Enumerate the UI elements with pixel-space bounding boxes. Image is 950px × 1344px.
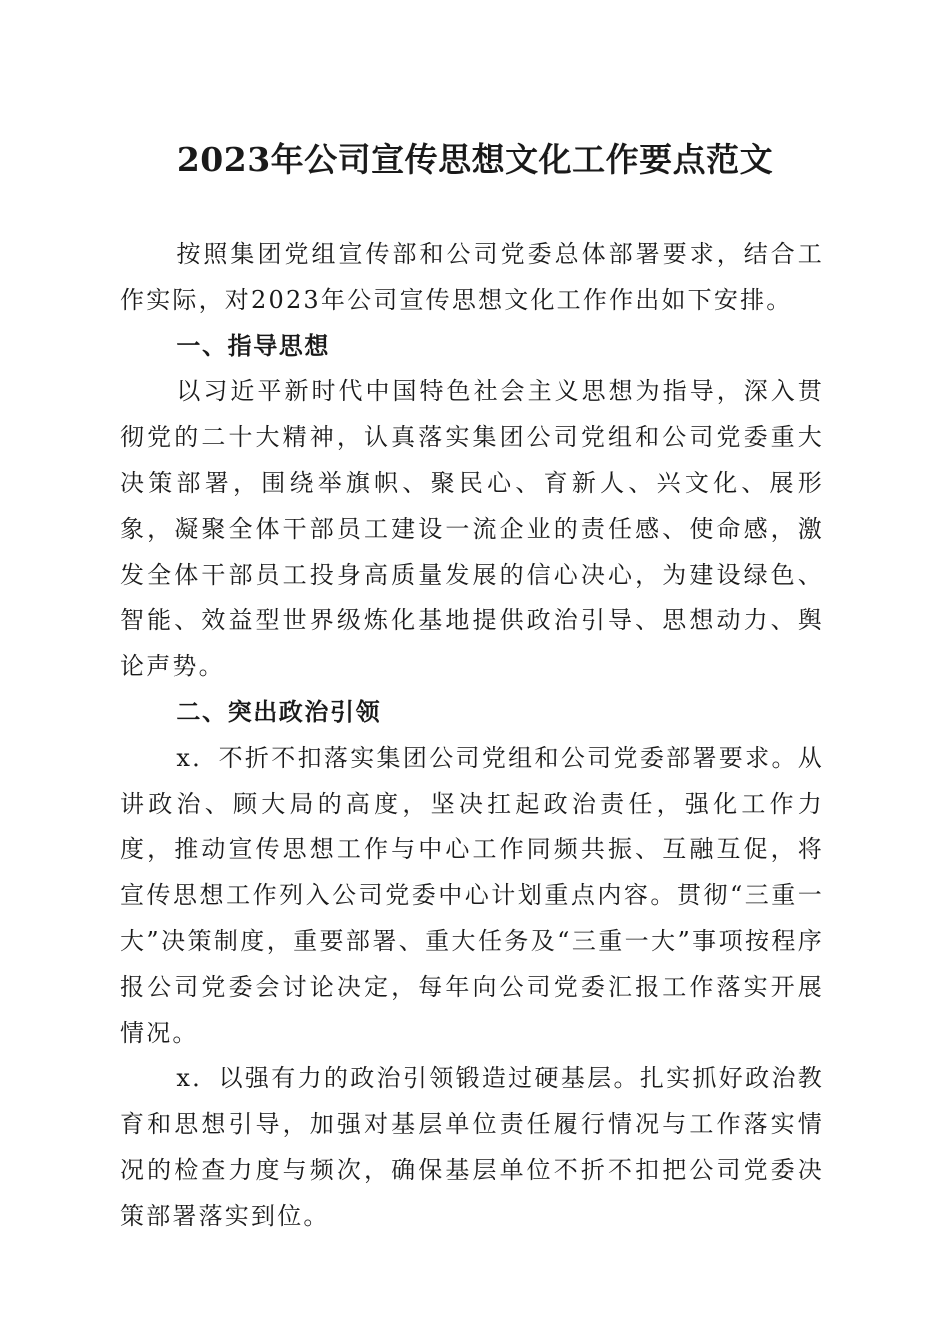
document-title: 2023年公司宣传思想文化工作要点范文: [176, 140, 774, 179]
section-heading-political-leadership: 二、突出政治引领: [176, 697, 382, 726]
political-leadership-item-2: x．以强有力的政治引领锻造过硬基层。扎实抓好政治教育和思想引导，加强对基层单位责任履行情况与工作落实情况的检查力度与频次，确保基层单位不折不扣把公司党委决策部署落实到位。: [120, 1064, 824, 1230]
section-heading-guiding-ideology: 一、指导思想: [176, 331, 330, 360]
guiding-ideology-paragraph: 以习近平新时代中国特色社会主义思想为指导，深入贯彻党的二十大精神，认真落实集团公司党组和公司党委重大决策部署，围绕举旗帜、聚民心、育新人、兴文化、展形象，凝聚全体干部员工建设一流企业的责任感、使命感，激发全体干部员工投身高质量发展的信心决心，为建设绿色、智能、效益型世界级炼化基地提供政治引导、思想动力、舆论声势。: [120, 377, 824, 681]
intro-paragraph: 按照集团党组宣传部和公司党委总体部署要求，结合工作实际，对2023年公司宣传思想文化工作作出如下安排。: [120, 240, 824, 314]
political-leadership-item-1: x．不折不扣落实集团公司党组和公司党委部署要求。从讲政治、顾大局的高度，坚决扛起政治责任，强化工作力度，推动宣传思想工作与中心工作同频共振、互融互促，将宣传思想工作列入公司党委中心计划重点内容。贯彻“三重一大”决策制度，重要部署、重大任务及“三重一大”事项按程序报公司党委会讨论决定，每年向公司党委汇报工作落实开展情况。: [120, 743, 824, 1047]
document-body: [120, 232, 824, 1240]
